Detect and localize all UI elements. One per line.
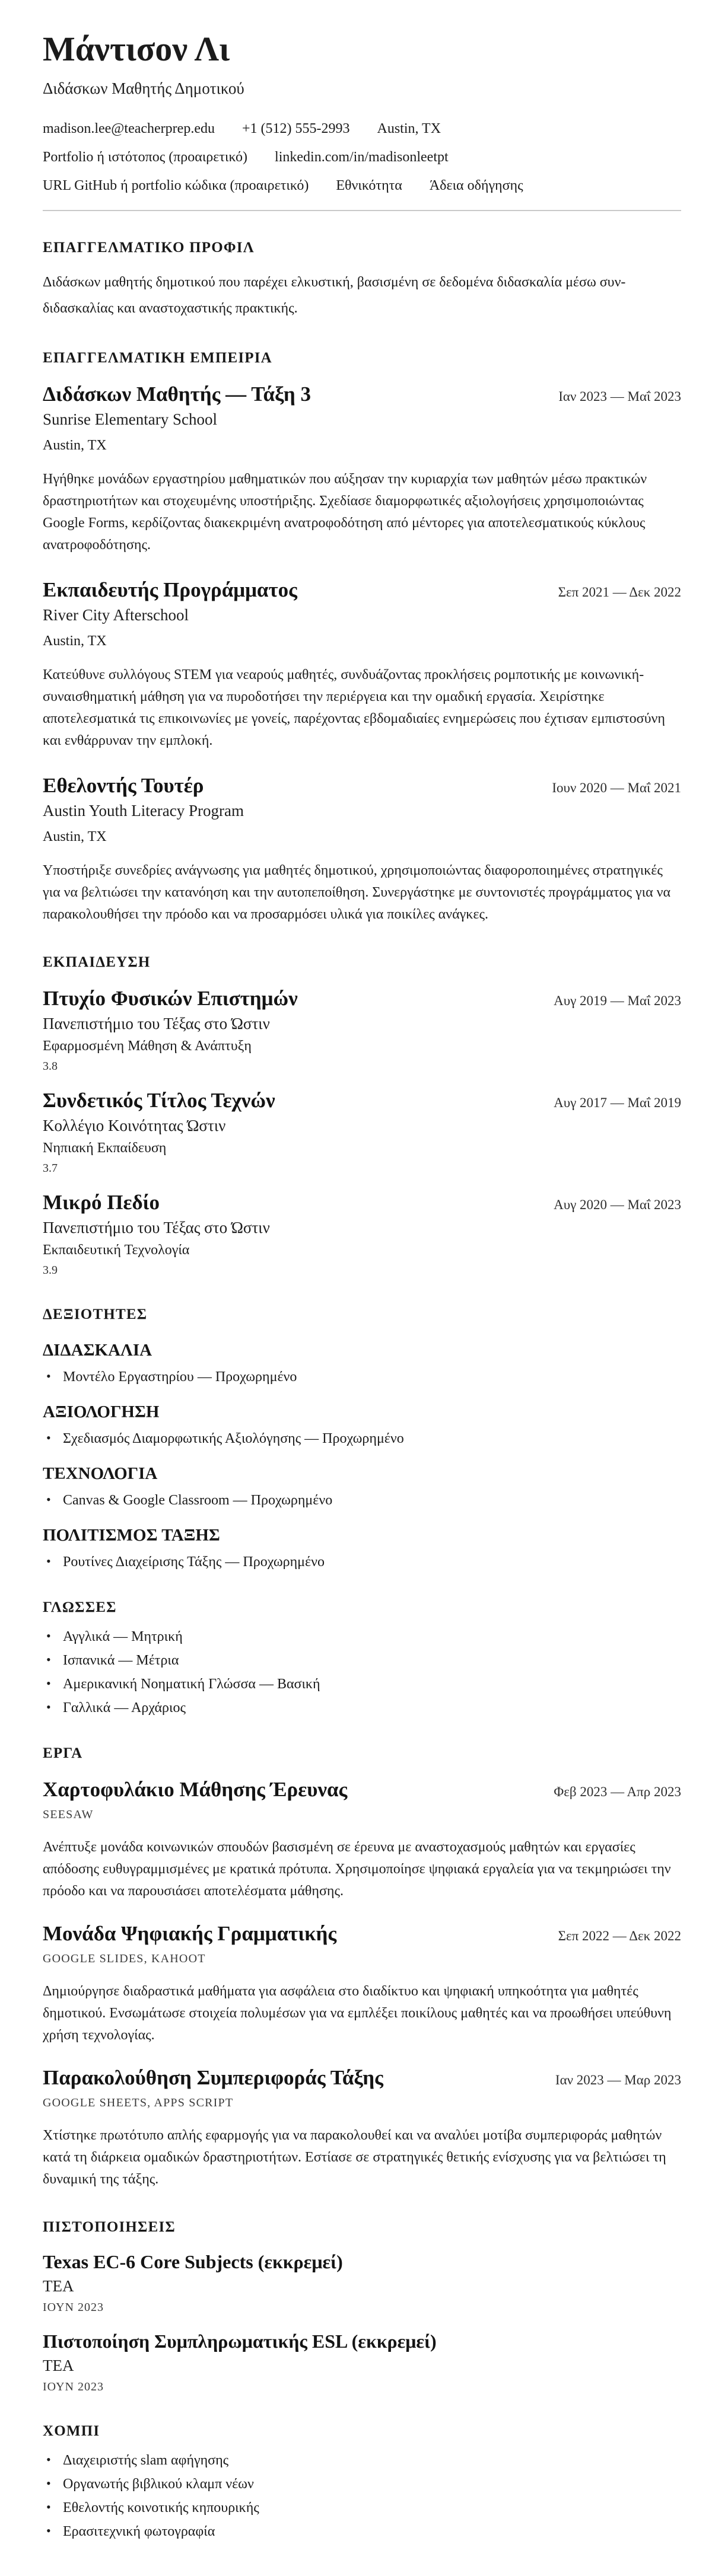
profile-text: Διδάσκων μαθητής δημοτικού που παρέχει ελκυστική, βασισμένη σε δεδομένα διδασκαλία μέσω συν-διδασκαλίας και αναστοχαστικής πρακτικής. [43, 274, 626, 316]
edu-date: Αυγ 2019 — Μαΐ 2023 [554, 993, 681, 1008]
contact-row-1 [43, 120, 681, 138]
hobby-list [43, 2451, 681, 2540]
education-entry [43, 986, 681, 1074]
education-entry [43, 1088, 681, 1176]
language-item: • Αγγλικά — Μητρική [43, 1628, 681, 1646]
job-company: Austin Youth Literacy Program [43, 801, 244, 820]
hobby-item: • Διαχειριστής slam αφήγησης [43, 2451, 681, 2469]
project-title: Μονάδα Ψηφιακής Γραμματικής [43, 1921, 337, 1945]
job-title: Διδάσκων Μαθητής — Τάξη 3 [43, 382, 311, 406]
skill-list [43, 1491, 681, 1509]
skills-heading: ΔΕΞΙΟΤΗΤΕΣ [43, 1306, 148, 1322]
contact-phone: +1 (512) 555-2993 [241, 120, 350, 136]
project-entry [43, 1921, 681, 2046]
job-title: Εκπαιδευτής Προγράμματος [43, 578, 297, 601]
education-header [43, 1088, 681, 1113]
job-description: Ηγήθηκε μονάδων εργαστηρίου μαθηματικών που αύξησαν την κυριαρχία των μαθητών μέσω πρακτικών δραστηριοτήτων και στοχευμένης υποστήριξης. Σχεδίασε διαμορφωτικές αξιολογήσεις χρησιμοποιώντας Google Forms, κερδίζοντας διακεκριμένη ανατροφοδότηση από μέντορες για αποτελεσματικούς κύκλους ανατροφοδότησης. [43, 471, 647, 553]
project-title: Χαρτοφυλάκιο Μάθησης Έρευνας [43, 1777, 348, 1801]
project-date: Φεβ 2023 — Απρ 2023 [554, 1784, 681, 1799]
skill-list [43, 1368, 681, 1386]
edu-school: Κολλέγιο Κοινότητας Ώστιν [43, 1116, 226, 1134]
contact-driving-license: Άδεια οδήγησης [429, 177, 523, 193]
contact-row-2 [43, 148, 681, 166]
skill-item: • Σχεδιασμός Διαμορφωτικής Αξιολόγησης — Προχωρημένο [43, 1430, 681, 1448]
profile-heading: ΕΠΑΓΓΕΛΜΑΤΙΚΟ ΠΡΟΦΙΛ [43, 239, 255, 256]
resume-header [43, 28, 681, 195]
resume-name: Μάντισον Λι [43, 30, 230, 68]
cert-issuer: TEA [43, 2277, 74, 2295]
project-header [43, 2065, 681, 2090]
skill-category-heading: ΑΞΙΟΛΟΓΗΣΗ [43, 1402, 160, 1421]
job-entry [43, 773, 681, 926]
section-skills [43, 1305, 681, 1571]
certification-entry [43, 2329, 681, 2395]
education-header [43, 986, 681, 1011]
hobby-item: • Εθελοντής κοινοτικής κηπουρικής [43, 2499, 681, 2517]
job-header [43, 382, 681, 407]
edu-gpa: 3.9 [43, 1263, 58, 1277]
certification-entry [43, 2250, 681, 2315]
project-description: Χτίστηκε πρωτότυπο απλής εφαρμογής για να παρακολουθεί και να αναλύει μοτίβα συμπεριφοράς μαθητών κατά τη διάρκεια ομαδικών δραστηριοτήτων. Εστίασε σε στρατηγικές θετικής ενίσχυσης για να βελτιώσει τη δυναμική της τάξης. [43, 2127, 666, 2187]
project-tools: GOOGLE SHEETS, APPS SCRIPT [43, 2096, 234, 2109]
skill-item: • Ρουτίνες Διαχείρισης Τάξης — Προχωρημένο [43, 1553, 681, 1571]
job-date: Ιουν 2020 — Μαΐ 2021 [552, 780, 681, 795]
cert-date: ΙΟΥΝ 2023 [43, 2380, 104, 2393]
section-certifications [43, 2218, 681, 2395]
resume-job-title: Διδάσκων Μαθητής Δημοτικού [43, 79, 244, 97]
skill-item: • Μοντέλο Εργαστηρίου — Προχωρημένο [43, 1368, 681, 1386]
contact-nationality: Εθνικότητα [336, 177, 402, 193]
edu-date: Αυγ 2020 — Μαΐ 2023 [554, 1197, 681, 1212]
education-entry [43, 1190, 681, 1278]
project-description: Ανέπτυξε μονάδα κοινωνικών σπουδών βασισμένη σε έρευνα με αναστοχασμούς μαθητών και εργασίες απόδοσης ευθυγραμμισμένες με κρατικά πρότυπα. Χρησιμοποίησε ψηφιακά εργαλεία για να τεκμηριώσει την πρόοδο και να παρουσιάσει αποτελέσματα μάθησης. [43, 1839, 671, 1899]
section-profile [43, 238, 681, 321]
skill-item: • Canvas & Google Classroom — Προχωρημένο [43, 1491, 681, 1509]
section-projects [43, 1744, 681, 2191]
contact-linkedin: linkedin.com/in/madisonleetpt [275, 149, 449, 165]
edu-field: Εκπαιδευτική Τεχνολογία [43, 1242, 190, 1258]
language-list [43, 1628, 681, 1717]
job-title: Εθελοντής Τουτέρ [43, 773, 204, 797]
hobby-item: • Ερασιτεχνική φωτογραφία [43, 2523, 681, 2540]
language-item: • Αμερικανική Νοηματική Γλώσσα — Βασική [43, 1675, 681, 1693]
cert-issuer: TEA [43, 2356, 74, 2374]
edu-field: Νηπιακή Εκπαίδευση [43, 1140, 167, 1156]
job-description: Υποστήριξε συνεδρίες ανάγνωσης για μαθητές δημοτικού, χρησιμοποιώντας διαφοροποιημένες στρατηγικές για να βελτιώσει την κατανόηση και την αυτοπεποίθηση. Συνεργάστηκε με συντονιστές προγράμματος για να παρακολουθήσει την πρόοδο και να προσαρμόσει υλικά για ποικίλες ανάγκες. [43, 862, 671, 922]
job-entry [43, 382, 681, 556]
section-experience [43, 349, 681, 926]
hobby-item: • Οργανωτής βιβλικού κλαμπ νέων [43, 2475, 681, 2493]
section-languages [43, 1598, 681, 1717]
contact-github: URL GitHub ή portfolio κώδικα (προαιρετικό) [43, 177, 309, 193]
skill-list [43, 1553, 681, 1571]
project-header [43, 1777, 681, 1802]
project-entry [43, 2065, 681, 2191]
cert-title: Texas EC-6 Core Subjects (εκκρεμεί) [43, 2250, 343, 2272]
cert-title: Πιστοποίηση Συμπληρωματικής ESL (εκκρεμεί) [43, 2330, 437, 2352]
section-hobbies [43, 2422, 681, 2540]
job-company: River City Afterschool [43, 605, 189, 624]
project-date: Σεπ 2022 — Δεκ 2022 [558, 1928, 681, 1943]
hobbies-heading: ΧΟΜΠΙ [43, 2422, 100, 2439]
projects-heading: ΕΡΓΑ [43, 1745, 83, 1761]
project-description: Δημιούργησε διαδραστικά μαθήματα για ασφάλεια στο διαδίκτυο και ψηφιακή υπηκοότητα για μαθητές δημοτικού. Ενσωμάτωσε στοιχεία πολυμέσων για να εμπλέξει ποικίλους μαθητές και να προωθήσει υπεύθυνη χρήση τεχνολογίας. [43, 1983, 672, 2043]
edu-field: Εφαρμοσμένη Μάθηση & Ανάπτυξη [43, 1038, 252, 1054]
contact-portfolio: Portfolio ή ιστότοπος (προαιρετικό) [43, 149, 248, 165]
project-header [43, 1921, 681, 1946]
edu-school: Πανεπιστήμιο του Τέξας στο Ώστιν [43, 1218, 270, 1236]
project-tools: SEESAW [43, 1807, 94, 1821]
project-title: Παρακολούθηση Συμπεριφοράς Τάξης [43, 2065, 383, 2089]
edu-date: Αυγ 2017 — Μαΐ 2019 [554, 1095, 681, 1110]
edu-gpa: 3.7 [43, 1161, 58, 1175]
languages-heading: ΓΛΩΣΣΕΣ [43, 1599, 117, 1615]
edu-degree: Πτυχίο Φυσικών Επιστημών [43, 986, 298, 1010]
skill-category-heading: ΤΕΧΝΟΛΟΓΙΑ [43, 1464, 158, 1483]
project-entry [43, 1777, 681, 1902]
edu-school: Πανεπιστήμιο του Τέξας στο Ώστιν [43, 1014, 270, 1032]
skill-category-heading: ΠΟΛΙΤΙΣΜΟΣ ΤΑΞΗΣ [43, 1525, 220, 1545]
edu-degree: Μικρό Πεδίο [43, 1190, 160, 1214]
job-header [43, 578, 681, 602]
edu-gpa: 3.8 [43, 1059, 58, 1073]
job-header [43, 773, 681, 798]
contact-location: Austin, TX [377, 120, 441, 136]
job-description: Κατεύθυνε συλλόγους STEM για νεαρούς μαθητές, συνδυάζοντας προκλήσεις ρομποτικής με κοινωνική-συναισθηματική μάθηση για να πυροδοτήσει την περιέργεια και την ομαδική εργασία. Χειρίστηκε αποτελεσματικά τις επικοινωνίες με γονείς, παρέχοντας εβδομαδιαίες ενημερώσεις που έχτισαν εμπιστοσύνη και ενθάρρυναν την εμπλοκή. [43, 667, 665, 748]
contact-email: madison.lee@teacherprep.edu [43, 120, 215, 136]
cert-date: ΙΟΥΝ 2023 [43, 2300, 104, 2314]
skill-category-heading: ΔΙΔΑΣΚΑΛΙΑ [43, 1340, 152, 1360]
certifications-heading: ΠΙΣΤΟΠΟΙΗΣΕΙΣ [43, 2218, 176, 2235]
job-location: Austin, TX [43, 437, 107, 453]
job-location: Austin, TX [43, 828, 107, 844]
skill-list [43, 1430, 681, 1448]
job-company: Sunrise Elementary School [43, 410, 217, 428]
section-education [43, 953, 681, 1278]
project-tools: GOOGLE SLIDES, KAHOOT [43, 1952, 206, 1965]
experience-heading: ΕΠΑΓΓΕΛΜΑΤΙΚΗ ΕΜΠΕΙΡΙΑ [43, 349, 272, 366]
education-heading: ΕΚΠΑΙΔΕΥΣΗ [43, 954, 151, 970]
project-date: Ιαν 2023 — Μαρ 2023 [555, 2072, 681, 2087]
job-location: Austin, TX [43, 633, 107, 649]
language-item: • Γαλλικά — Αρχάριος [43, 1699, 681, 1717]
contact-row-3 [43, 177, 681, 195]
edu-degree: Συνδετικός Τίτλος Τεχνών [43, 1088, 275, 1112]
education-header [43, 1190, 681, 1215]
job-date: Ιαν 2023 — Μαΐ 2023 [558, 388, 681, 404]
header-divider [43, 210, 681, 211]
job-entry [43, 578, 681, 752]
language-item: • Ισπανικά — Μέτρια [43, 1652, 681, 1669]
job-date: Σεπ 2021 — Δεκ 2022 [558, 584, 681, 600]
